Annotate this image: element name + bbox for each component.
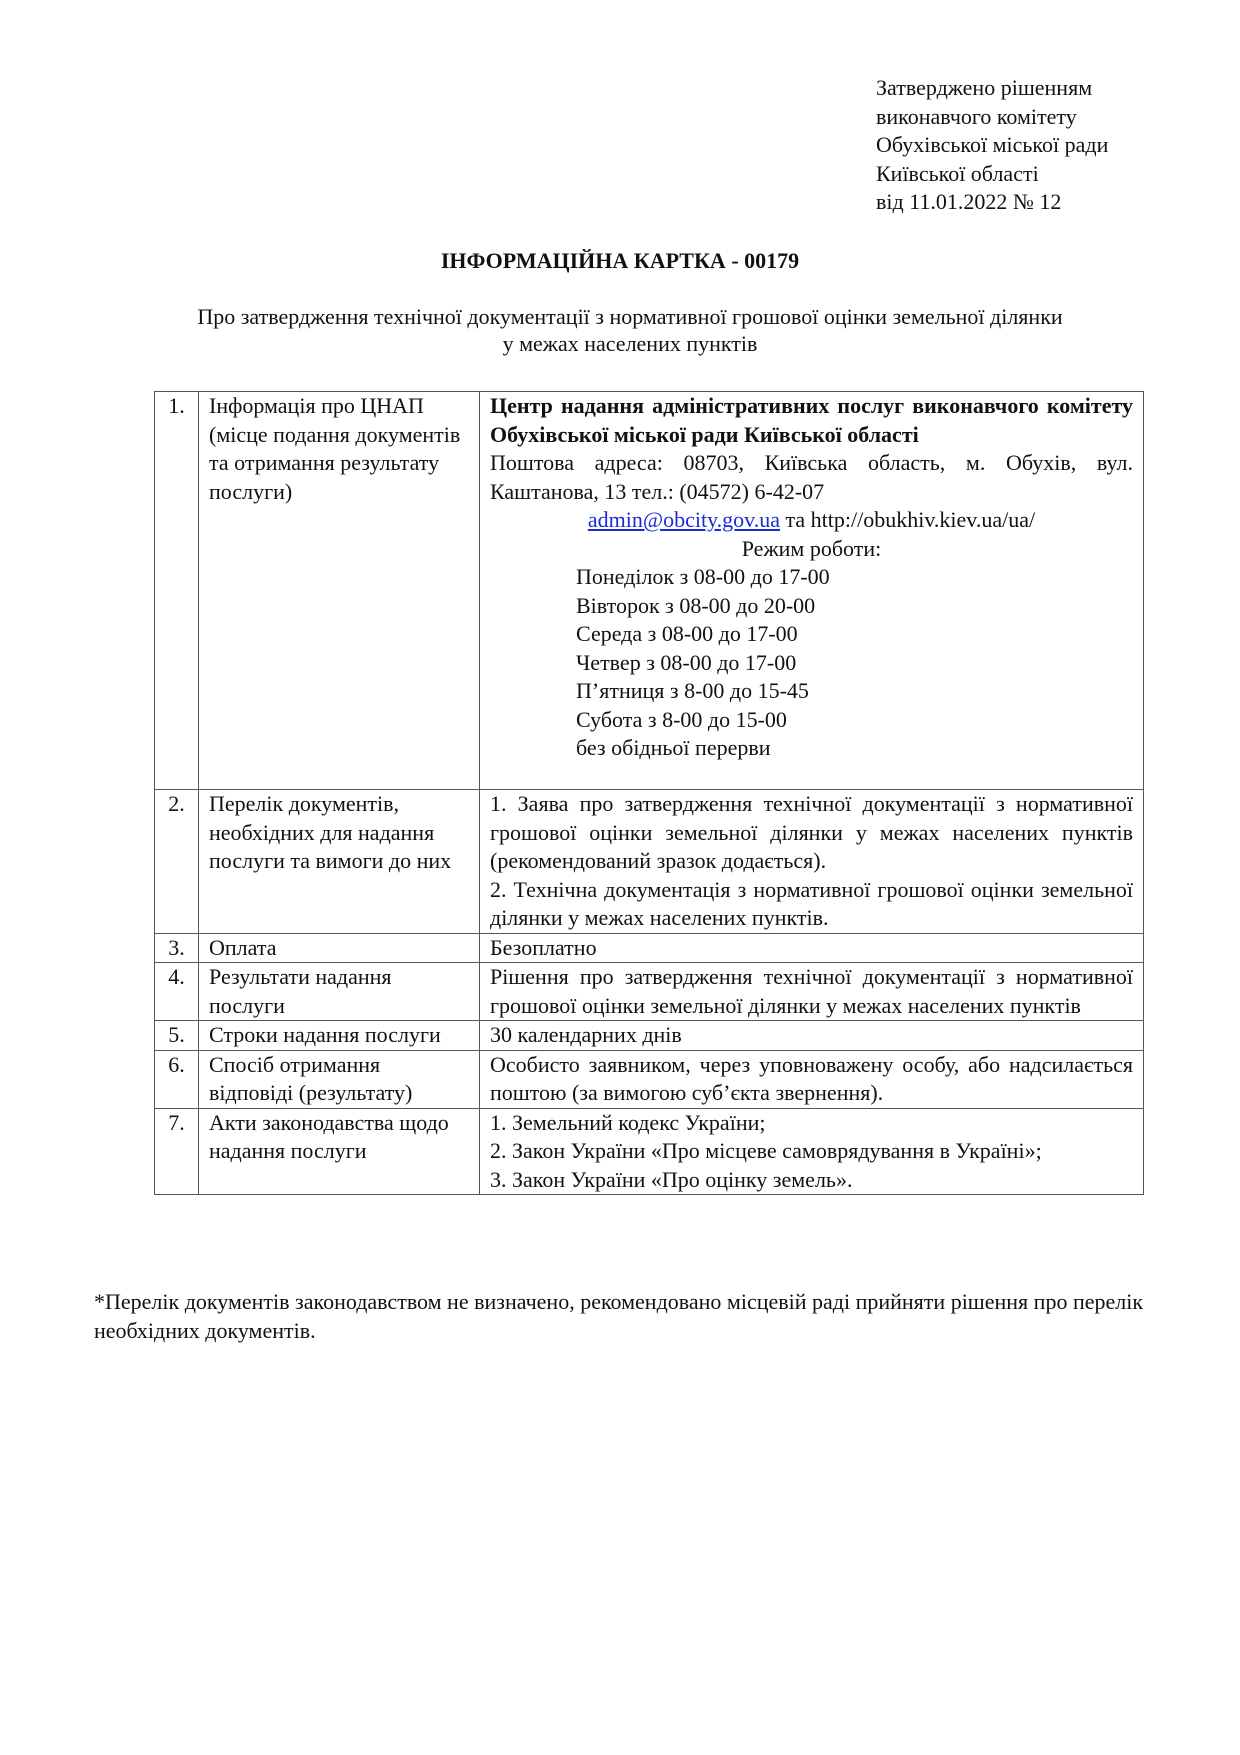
- table-row: [155, 790, 1144, 934]
- approval-line: Київської області: [876, 160, 1039, 186]
- row-number: 5.: [155, 1021, 199, 1051]
- schedule-item: Субота з 8-00 до 15-00: [576, 706, 787, 732]
- row-label: Строки надання послуги: [199, 1021, 480, 1051]
- row-label: Оплата: [199, 933, 480, 963]
- approval-line: виконавчого комітету: [876, 103, 1077, 129]
- row-label: Акти законодавства щодо надання послуги: [199, 1108, 480, 1195]
- document-item: 1. Заява про затвердження технічної документації з нормативної грошової оцінки земельної ділянки у межах населених пунктів (рекомендований зразок додається).: [490, 791, 1133, 873]
- row-value: [480, 1108, 1144, 1195]
- row-value: Особисто заявником, через уповноважену особу, або надсилається поштою (за вимогою суб’єкта звернення).: [480, 1050, 1144, 1108]
- row-number: 2.: [155, 790, 199, 934]
- approval-line: Обухівської міської ради: [876, 132, 1109, 157]
- law-item: 2. Закон України «Про місцеве самоврядування в Україні»;: [490, 1138, 1042, 1163]
- row-label: Перелік документів, необхідних для надання послуги та вимоги до них: [199, 790, 480, 934]
- row-number: 7.: [155, 1108, 199, 1195]
- row-value: Рішення про затвердження технічної документації з нормативної грошової оцінки земельної ділянки у межах населених пунктів: [480, 963, 1144, 1021]
- row-label: Результати надання послуги: [199, 963, 480, 1021]
- schedule-item: Середа з 08-00 до 17-00: [576, 621, 798, 646]
- approval-line: Затверджено рішенням: [876, 75, 1093, 100]
- table-row: [155, 392, 1144, 790]
- table-row: [155, 1021, 1144, 1051]
- footnote: *Перелік документів законодавством не визначено, рекомендовано місцевій раді прийняти рішення про перелік необхідних документів.: [94, 1289, 1144, 1343]
- law-item: 3. Закон України «Про оцінку земель».: [490, 1166, 853, 1192]
- website-link[interactable]: http://obukhiv.kiev.ua/ua/: [810, 507, 1036, 532]
- info-card-table: [154, 391, 1144, 1195]
- email-link[interactable]: admin@obcity.gov.ua: [587, 507, 781, 532]
- row-number: 1.: [155, 392, 199, 790]
- row-number: 3.: [155, 933, 199, 963]
- schedule-item: Четвер з 08-00 до 17-00: [576, 649, 797, 675]
- postal-address: Поштова адреса: 08703, Київська область, м. Обухів, вул. Каштанова, 13 тел.: (04572) 6-42-07: [490, 450, 1133, 504]
- center-name: Центр надання адміністративних послуг виконавчого комітету Обухівської міської ради Київської області: [490, 393, 1133, 447]
- schedule-item: Понеділок з 08-00 до 17-00: [576, 564, 830, 589]
- row-number: 4.: [155, 963, 199, 1021]
- table-row: [155, 1108, 1144, 1195]
- schedule-item: Вівторок з 08-00 до 20-00: [576, 592, 816, 618]
- schedule-title: Режим роботи:: [741, 535, 882, 561]
- document-subtitle: [120, 303, 1140, 357]
- table-row: [155, 963, 1144, 1021]
- row-label: Спосіб отримання відповіді (результату): [199, 1050, 480, 1108]
- schedule-item: без обідньої перерви: [576, 735, 771, 760]
- table-row: [155, 933, 1144, 963]
- approval-line: від 11.01.2022 № 12: [876, 189, 1062, 214]
- row-value: 30 календарних днів: [480, 1021, 1144, 1051]
- row-label: Інформація про ЦНАП (місце подання документів та отримання результату послуги): [199, 392, 480, 790]
- table-row: [155, 1050, 1144, 1108]
- subtitle-line-1: Про затвердження технічної документації з нормативної грошової оцінки земельної ділянки: [197, 304, 1063, 329]
- document-title: ІНФОРМАЦІЙНА КАРТКА - 00179: [440, 248, 800, 273]
- conjunction: та: [780, 507, 811, 532]
- schedule-list: [490, 563, 1133, 763]
- row-number: 6.: [155, 1050, 199, 1108]
- row-value: Безоплатно: [480, 933, 1144, 963]
- approval-stamp: [876, 74, 1108, 217]
- contact-links: [490, 506, 1133, 535]
- schedule-item: П’ятниця з 8-00 до 15-45: [576, 678, 809, 703]
- row-value: [480, 392, 1144, 790]
- row-value: [480, 790, 1144, 934]
- document-item: 2. Технічна документація з нормативної грошової оцінки земельної ділянки у межах населених пунктів.: [490, 876, 1133, 930]
- subtitle-line-2: у межах населених пунктів: [502, 331, 758, 356]
- law-item: 1. Земельний кодекс України;: [490, 1109, 766, 1135]
